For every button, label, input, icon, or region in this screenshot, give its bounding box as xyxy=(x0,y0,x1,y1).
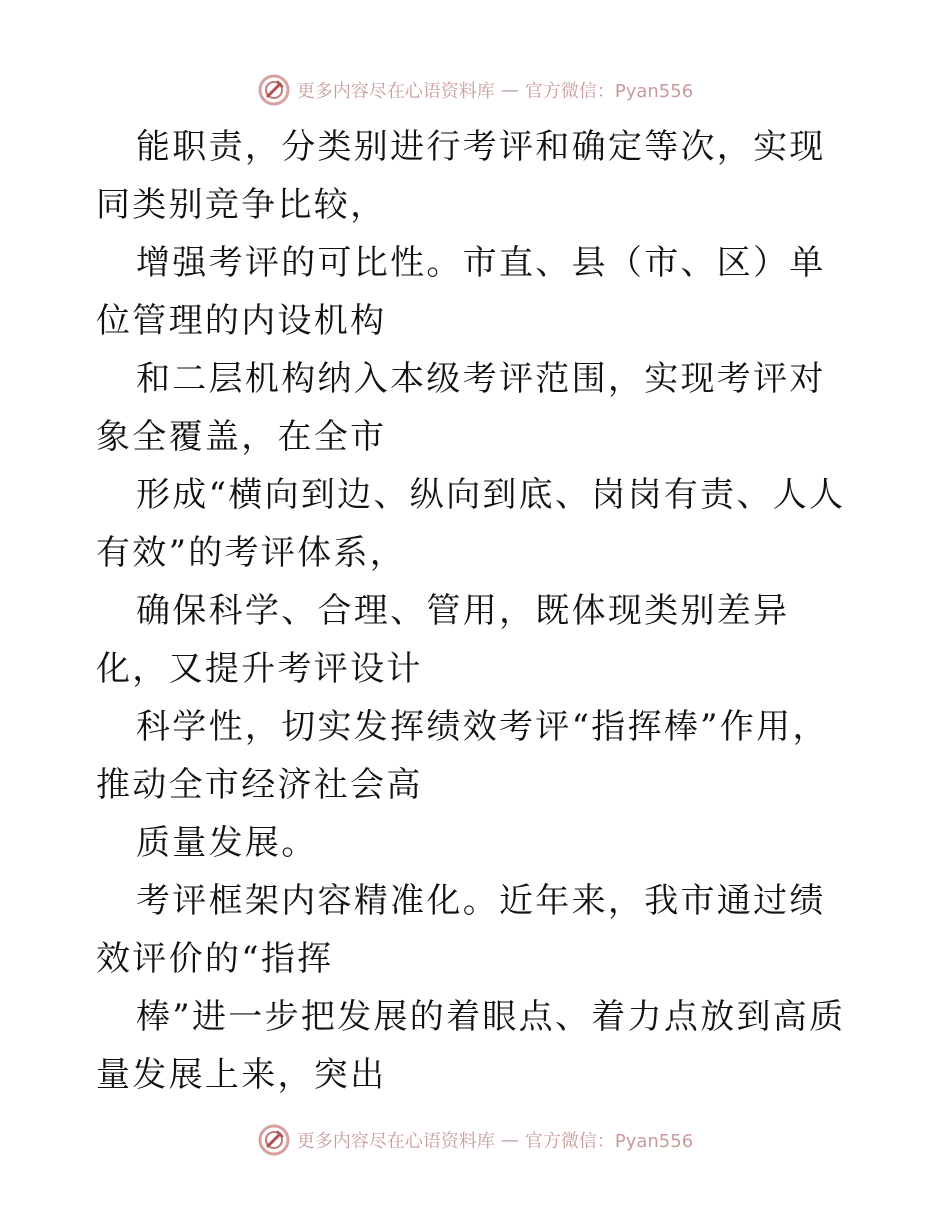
footer-watermark xyxy=(0,1120,950,1160)
paragraph: 和二层机构纳入本级考评范围，实现考评对象全覆盖，在全市 xyxy=(96,359,826,457)
paragraph: 能职责，分类别进行考评和确定等次，实现同类别竞争比较， xyxy=(96,127,826,225)
paragraph: 确保科学、合理、管用，既体现类别差异化，又提升考评设计 xyxy=(96,591,790,689)
stamp-seal-icon xyxy=(257,1123,291,1157)
watermark-separator: — xyxy=(500,79,519,101)
watermark-suffix: 官方微信：Pyan556 xyxy=(524,1131,694,1152)
paragraph: 考评框架内容精准化。近年来，我市通过绩效评价的“指挥 xyxy=(96,881,826,979)
paragraph: 科学性，切实发挥绩效考评“指挥棒”作用，推动全市经济社会高 xyxy=(96,707,829,805)
header-watermark xyxy=(0,70,950,110)
watermark-separator: — xyxy=(500,1129,519,1151)
stamp-seal-icon xyxy=(257,73,291,107)
watermark-suffix: 官方微信：Pyan556 xyxy=(524,81,694,102)
paragraph: 质量发展。 xyxy=(136,823,318,863)
paragraph: 棒”进一步把发展的着眼点、着力点放到高质量发展上来，突出 xyxy=(96,997,846,1095)
paragraph: 增强考评的可比性。市直、县（市、区）单位管理的内设机构 xyxy=(96,243,826,341)
watermark-text: 更多内容尽在心语资料库 xyxy=(296,81,495,102)
watermark-text: 更多内容尽在心语资料库 xyxy=(296,1131,495,1152)
paragraph: 形成“横向到边、纵向到底、岗岗有责、人人有效”的考评体系， xyxy=(96,475,846,573)
document-body xyxy=(96,118,856,1104)
